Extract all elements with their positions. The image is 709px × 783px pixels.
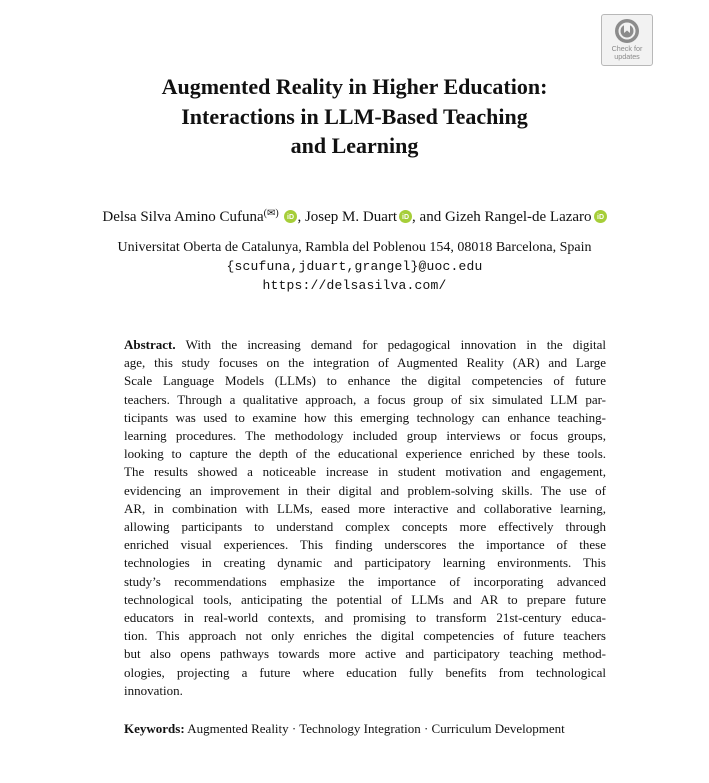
abstract-line: Scale Language Models (LLMs) to enhance the digital competencies of future bbox=[124, 373, 606, 389]
abstract-line: enriched visual experiences. This finding underscores the importance of these bbox=[124, 537, 606, 553]
badge-line-2: updates bbox=[614, 52, 640, 61]
abstract-line: ologies, projecting a future where education fully benefits from technological bbox=[124, 664, 606, 680]
title-line-3: and Learning bbox=[290, 133, 419, 158]
affiliation-block bbox=[0, 238, 709, 295]
abstract-line: technologies in creating dynamic and participatory learning environments. This bbox=[124, 555, 606, 571]
abstract-line: ticipants was used to examine how this emerging technology can enhance teaching- bbox=[124, 409, 606, 425]
website-url[interactable]: https://delsasilva.com/ bbox=[262, 278, 447, 293]
abstract-line-text: With the increasing demand for pedagogical innovation in the digital bbox=[175, 337, 606, 352]
svg-text:iD: iD bbox=[596, 214, 604, 222]
svg-text:iD: iD bbox=[402, 214, 410, 222]
corresponding-author-mark: (✉) bbox=[263, 208, 279, 219]
author-separator-2: , and bbox=[412, 209, 445, 225]
abstract-line bbox=[124, 336, 606, 354]
author-website-link[interactable] bbox=[0, 276, 709, 295]
institution: Universitat Oberta de Catalunya, Rambla del Poblenou 154, 08018 Barcelona, Spain bbox=[117, 240, 592, 255]
title-line-2: Interactions in LLM-Based Teaching bbox=[181, 103, 528, 129]
keywords-text: Augmented Reality · Technology Integration · Curriculum Development bbox=[184, 721, 565, 736]
abstract-line: age, this study focuses on the integration of Augmented Reality (AR) and Large bbox=[124, 355, 606, 371]
bookmark-icon bbox=[614, 18, 640, 44]
abstract-line: but also opens pathways towards more active and participatory teaching method- bbox=[124, 646, 606, 662]
abstract-line: evidencing an improvement in their digital and problem-solving skills. The use of bbox=[124, 482, 606, 498]
orcid-icon[interactable] bbox=[594, 209, 607, 229]
paper-title bbox=[0, 72, 709, 161]
abstract-line: learning procedures. The methodology included group interviews or focus groups, bbox=[124, 428, 606, 444]
check-for-updates-badge[interactable] bbox=[601, 14, 653, 66]
badge-line-1: Check for bbox=[611, 44, 643, 53]
author-2-name: Josep M. Duart bbox=[304, 209, 398, 225]
abstract bbox=[124, 336, 606, 700]
abstract-line: looking to capture the depth of the educational experience enriched by these tools. bbox=[124, 446, 606, 462]
abstract-line: The results showed a noticeable increase in student motivation and engagement, bbox=[124, 464, 606, 480]
abstract-line: technological tools, anticipating the potential of LLMs and AR to prepare future bbox=[124, 591, 606, 607]
badge-label bbox=[602, 45, 652, 61]
author-3-name: Gizeh Rangel-de Lazaro bbox=[444, 209, 592, 225]
author-list bbox=[0, 204, 709, 229]
abstract-label: Abstract. bbox=[124, 337, 176, 352]
orcid-icon[interactable] bbox=[399, 209, 412, 229]
abstract-line: AR, in combination with LLMs, eased more interactive and collaborative learning, bbox=[124, 500, 606, 516]
title-line-1: Augmented Reality in Higher Education: bbox=[161, 74, 548, 99]
keywords-label: Keywords: bbox=[124, 721, 185, 736]
author-separator-1: , bbox=[297, 209, 305, 225]
abstract-line: tion. This approach not only enriches the digital competencies of future teachers bbox=[124, 628, 606, 644]
svg-text:iD: iD bbox=[287, 214, 295, 222]
abstract-line: innovation. bbox=[124, 682, 183, 698]
abstract-line: teachers. Through a qualitative approach, a focus group of six simulated LLM par- bbox=[124, 391, 606, 407]
orcid-icon[interactable] bbox=[284, 209, 297, 229]
author-emails[interactable]: {scufuna,jduart,grangel}@uoc.edu bbox=[226, 259, 483, 274]
keywords bbox=[124, 719, 606, 738]
abstract-line: educators in real-world contexts, and promising to transform 21st-century educa- bbox=[124, 610, 606, 626]
abstract-line: study’s recommendations emphasize the importance of incorporating advanced bbox=[124, 573, 606, 589]
abstract-line: allowing participants to understand complex concepts more effectively through bbox=[124, 519, 606, 535]
author-1-name: Delsa Silva Amino Cufuna bbox=[102, 209, 264, 225]
